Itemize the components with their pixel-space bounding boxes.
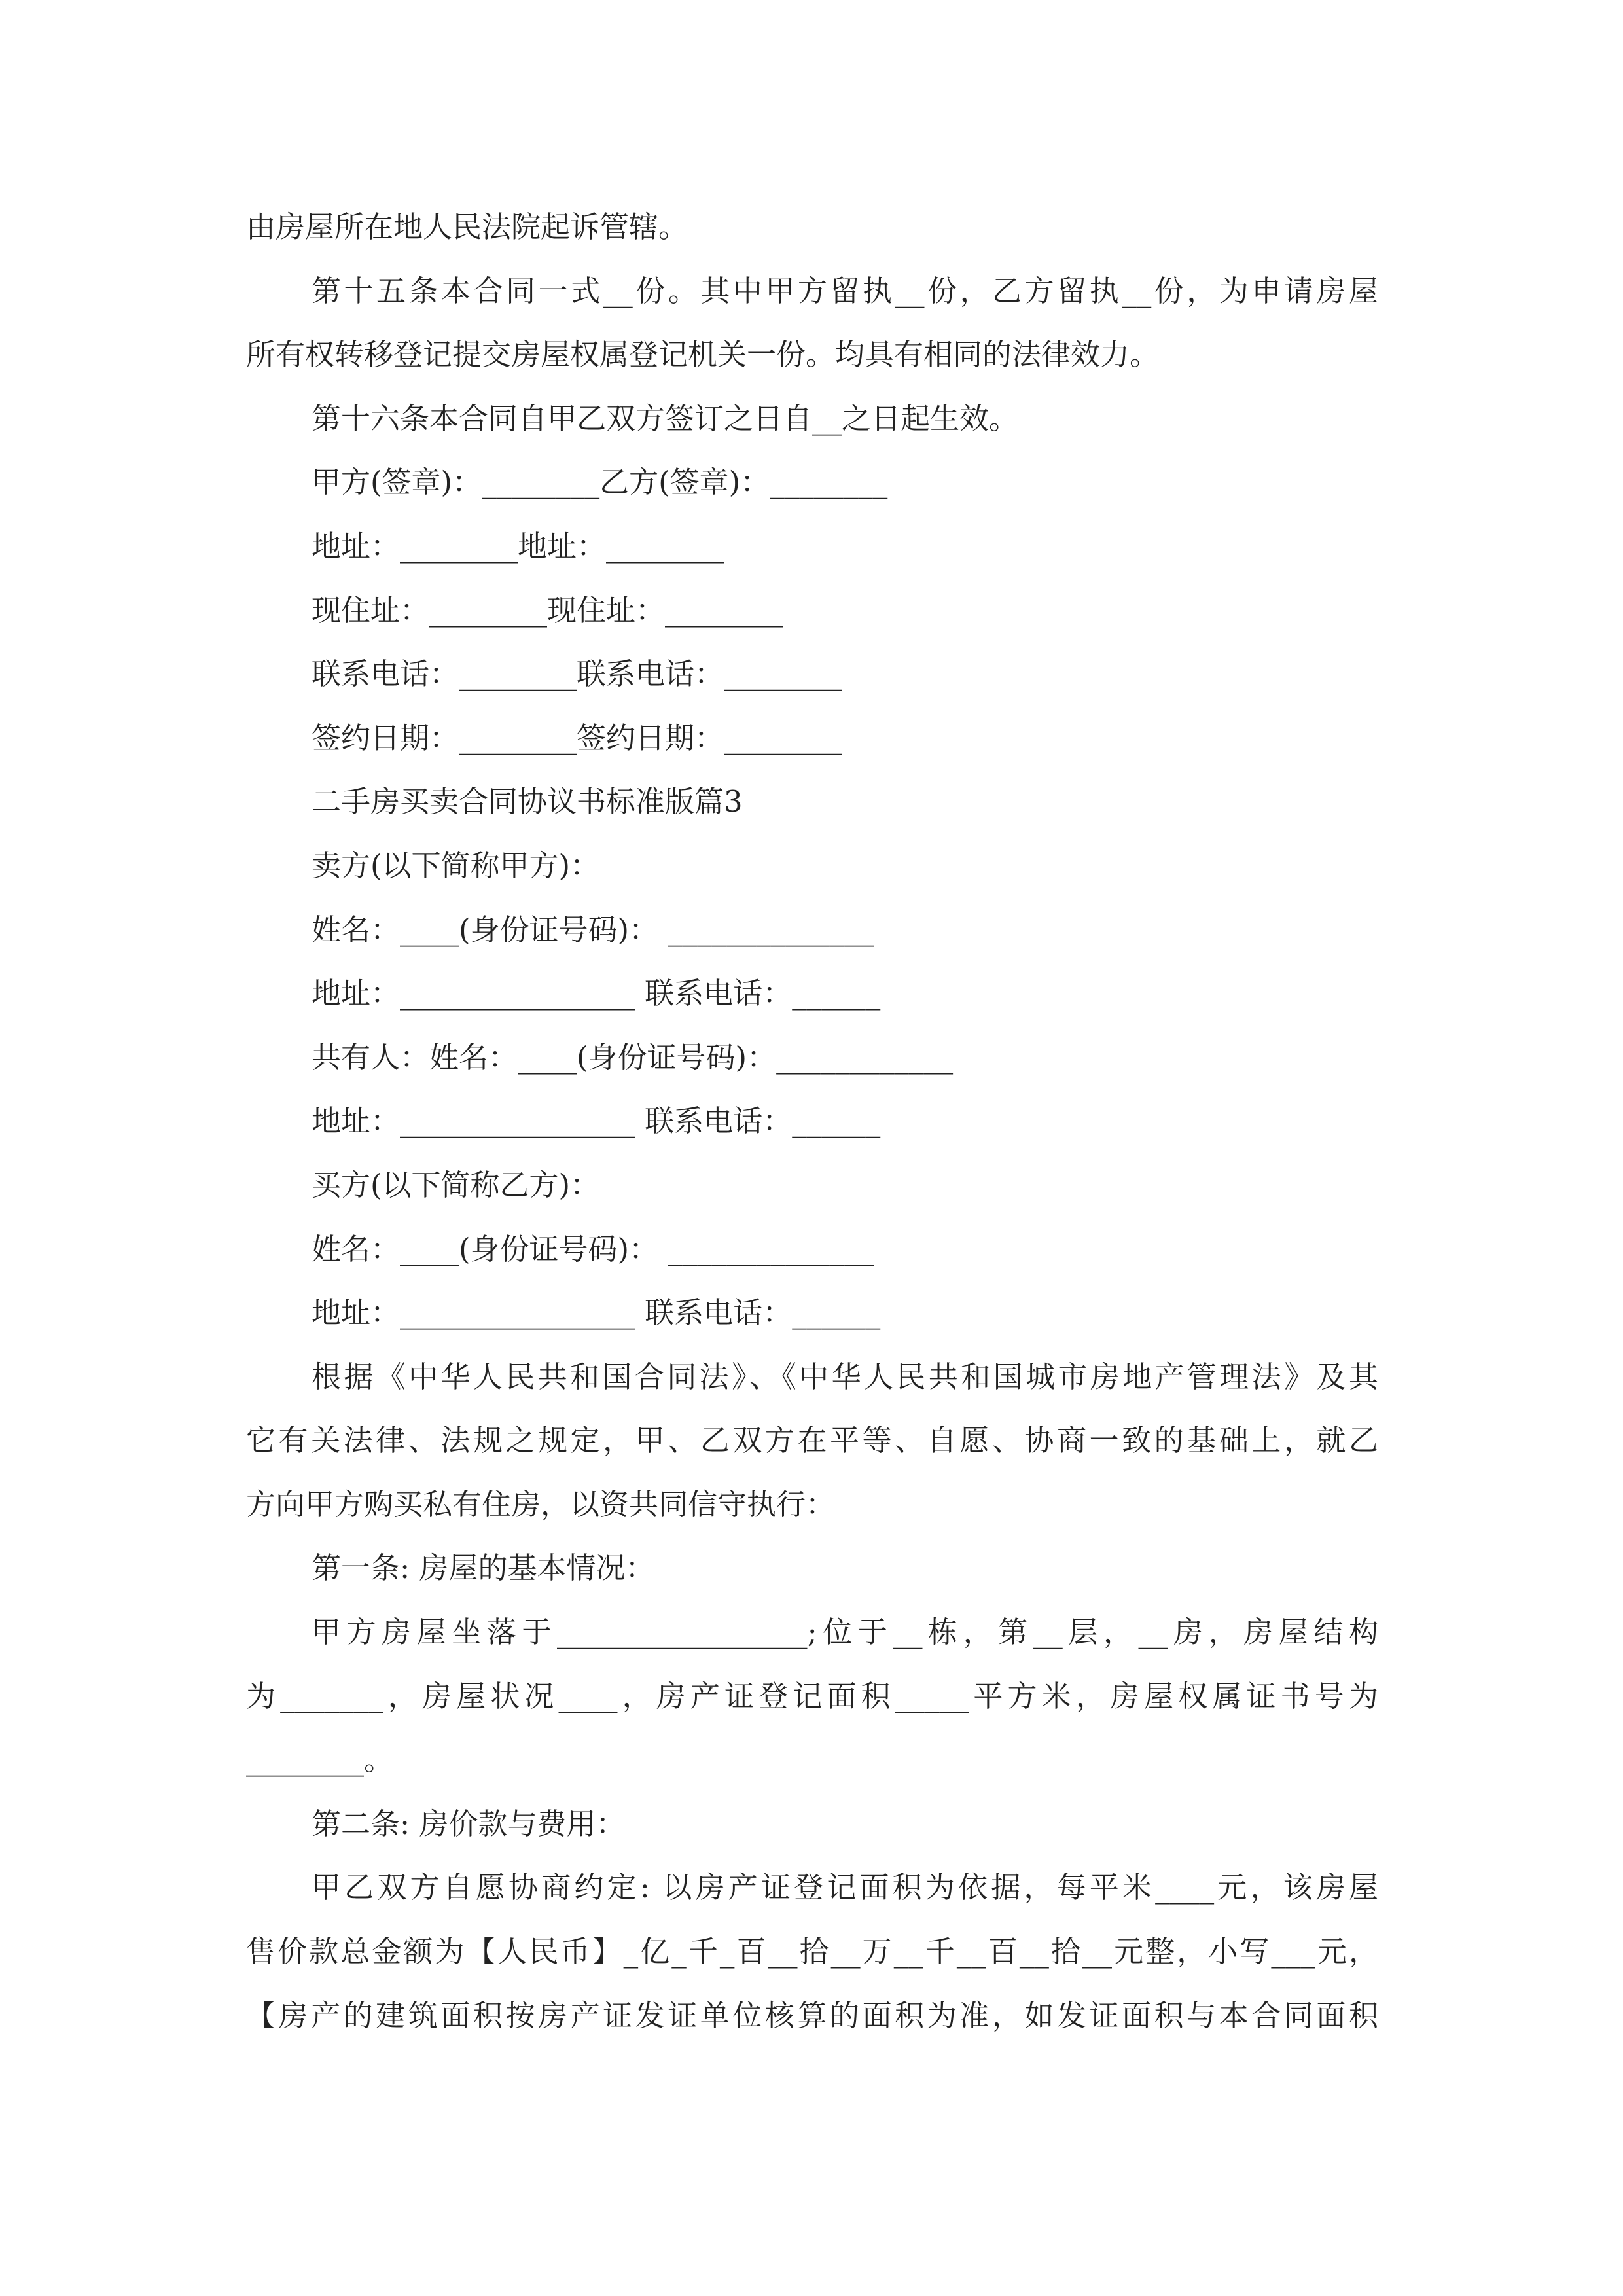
document-line: 买方(以下简称乙方)： — [312, 1167, 600, 1202]
document-line: 所有权转移登记提交房屋权属登记机关一份。均具有相同的法律效力。 — [246, 337, 1160, 372]
document-line: 它有关法律、法规之规定，甲、乙双方在平等、自愿、协商一致的基础上，就乙 — [246, 1423, 1378, 1458]
document-line: 共有人：姓名：____(身份证号码)：____________ — [312, 1039, 954, 1075]
document-line: 售价款总金额为【人民币】_亿_千_百__拾__万__千__百__拾__元整，小写___元， — [246, 1934, 1378, 1969]
document-line: ________。 — [246, 1742, 394, 1778]
document-body — [246, 195, 1378, 2047]
document-line: 根据《中华人民共和国合同法》、《中华人民共和国城市房地产管理法》及其 — [312, 1359, 1378, 1394]
document-line: 第一条: 房屋的基本情况： — [312, 1551, 655, 1586]
document-line: 【房产的建筑面积按房产证发证单位核算的面积为准，如发证面积与本合同面积 — [246, 1998, 1378, 2033]
document-line: 第二条: 房价款与费用： — [312, 1806, 626, 1841]
document-line: 甲方(签章)：________乙方(签章)：________ — [312, 465, 888, 500]
document-line: 现住址：________现住址：________ — [312, 592, 783, 628]
document-line: 甲方房屋坐落于_________________;位于__栋，第__层，__房，房屋结构 — [312, 1615, 1378, 1650]
document-line: 姓名：____(身份证号码)： ______________ — [312, 912, 874, 947]
document-line: 甲乙双方自愿协商约定: 以房产证登记面积为依据，每平米____元，该房屋 — [312, 1870, 1378, 1905]
document-line: 卖方(以下简称甲方)： — [312, 848, 600, 883]
document-line: 姓名：____(身份证号码)： ______________ — [312, 1231, 874, 1266]
document-line: 地址：________________ 联系电话：______ — [312, 1295, 881, 1331]
document-line: 签约日期：________签约日期：________ — [312, 720, 842, 755]
document-line: 为_______，房屋状况____，房产证登记面积_____平方米，房屋权属证书号为 — [246, 1678, 1378, 1713]
document-line: 第十五条本合同一式__份。其中甲方留执__份，乙方留执__份，为申请房屋 — [312, 273, 1378, 308]
document-line: 方向甲方购买私有住房，以资共同信守执行： — [246, 1486, 836, 1522]
document-line: 地址：________________ 联系电话：______ — [312, 976, 881, 1011]
document-line: 联系电话：________联系电话：________ — [312, 656, 842, 692]
document-line: 由房屋所在地人民法院起诉管辖。 — [246, 209, 688, 244]
document-line: 地址：________________ 联系电话：______ — [312, 1103, 881, 1139]
document-line: 二手房买卖合同协议书标准版篇3 — [312, 784, 743, 819]
document-line: 第十六条本合同自甲乙双方签订之日自__之日起生效。 — [312, 401, 1019, 436]
document-line: 地址：________地址：________ — [312, 528, 724, 564]
